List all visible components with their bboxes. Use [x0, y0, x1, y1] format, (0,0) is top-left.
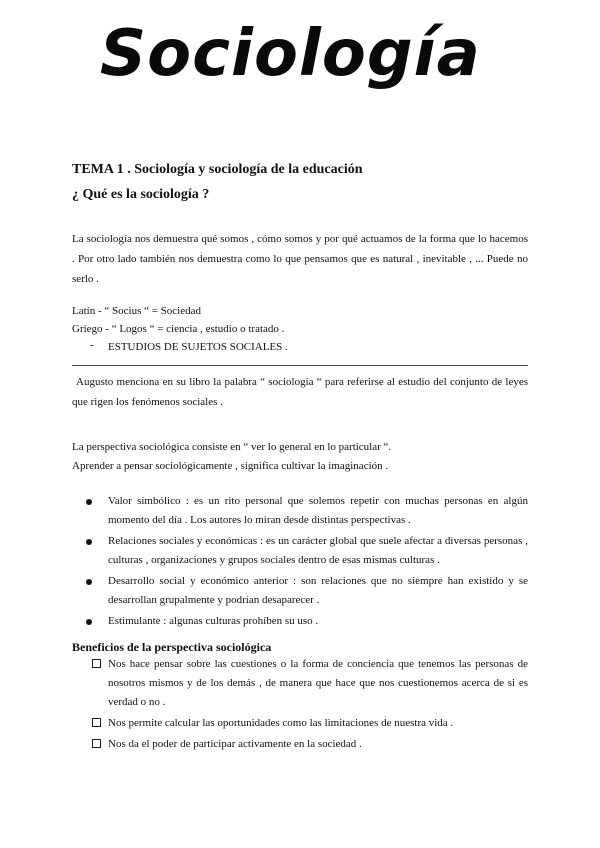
- benefits-list: [72, 655, 528, 756]
- dash-marker: -: [90, 339, 94, 351]
- etymology-greek: Griego - “ Logos “ = ciencia , estudio o tratado .: [72, 323, 285, 335]
- bullet-icon: [86, 579, 92, 585]
- page-title: Sociología: [100, 17, 481, 91]
- checkbox-icon: [92, 718, 101, 727]
- topic-heading: TEMA 1 . Sociología y sociología de la educación: [72, 162, 363, 177]
- bullet-icon: [86, 619, 92, 625]
- perspective-line-1: La perspectiva sociológica consiste en “ ver lo general en lo particular “.: [72, 441, 392, 453]
- perspective-line-2: Aprender a pensar sociológicamente , significa cultivar la imaginación .: [72, 460, 389, 472]
- checkbox-icon: [92, 739, 101, 748]
- checkbox-icon: [92, 659, 101, 668]
- etymology-dash-item: ESTUDIOS DE SUJETOS SOCIALES .: [108, 341, 288, 353]
- list-item: Nos permite calcular las oportunidades como las limitaciones de nuestra vida .: [72, 714, 528, 733]
- list-item: Relaciones sociales y económicas : es un carácter global que suele afectar a diversas personas , culturas , organizaciones y grupos sociales dentro de esas mismas culturas .: [72, 532, 528, 570]
- intro-paragraph: La sociología nos demuestra qué somos , cómo somos y por qué actuamos de la forma que lo hacemos . Por otro lado también nos demuestra como lo que pensamos que es natural , inevitable , ... Puede no serlo .: [72, 233, 528, 285]
- bullet-list: [72, 492, 528, 633]
- list-item: Estimulante : algunas culturas prohíben su uso .: [72, 612, 528, 631]
- list-item: Desarrollo social y económico anterior : son relaciones que no siempre han existido y se desarrollan grupalmente y podrían desaparecer .: [72, 572, 528, 610]
- list-item: Valor simbólico : es un rito personal que solemos repetir con muchas personas en algún momento del día . Los autores lo miran desde distintas perspectivas .: [72, 492, 528, 530]
- etymology-latin: Latín - “ Socius “ = Sociedad: [72, 305, 202, 317]
- benefits-heading: Beneficios de la perspectiva sociológica: [72, 640, 272, 654]
- bullet-icon: [86, 499, 92, 505]
- augusto-paragraph: Augusto menciona en su libro la palabra “ sociología “ para referirse al estudio del conjunto de leyes que rigen los fenómenos sociales .: [72, 376, 528, 408]
- horizontal-divider: [72, 365, 528, 366]
- bullet-icon: [86, 539, 92, 545]
- list-item: Nos da el poder de participar activamente en la sociedad .: [72, 735, 528, 754]
- question-heading: ¿ Qué es la sociología ?: [72, 187, 210, 202]
- list-item: Nos hace pensar sobre las cuestiones o la forma de conciencia que tenemos las personas de nosotros mismos y de los demás , de manera que hace que nos cuestionemos acerca de si es verdad o no .: [72, 655, 528, 712]
